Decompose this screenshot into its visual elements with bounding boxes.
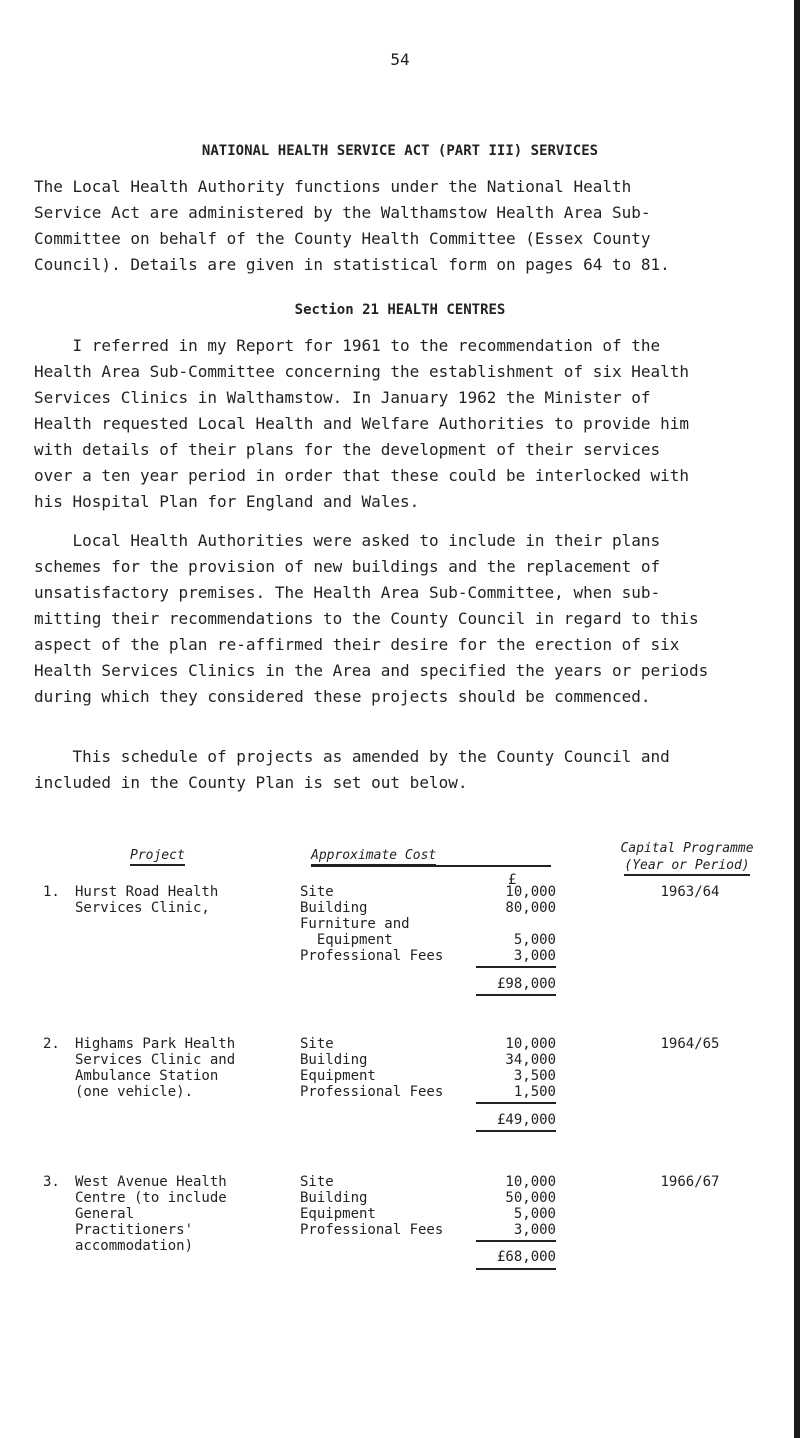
cost-items: Site Building Equipment Professional Fees [300,1036,444,1100]
total-underline [476,1130,556,1132]
cost-amounts: 10,000 34,000 3,500 1,500 [505,1036,556,1100]
section-heading: Section 21 HEALTH CENTRES [294,302,506,318]
programme-period: 1966/67 [660,1174,720,1190]
cost-items: Site Building Furniture and Equipment Professional Fees [300,884,444,964]
header-project: Project [130,848,185,863]
cost-items: Site Building Equipment Professional Fees [300,1174,444,1238]
paragraph-3 [34,744,786,796]
total-underline [476,994,556,996]
page-number: 54 [390,50,410,69]
text-line: mitting their recommendations to the County Council in regard to this [34,609,699,628]
text-line: Health requested Local Health and Welfare Authorities to provide him [34,414,690,433]
cost-amounts: 10,000 80,000 5,000 3,000 [505,884,556,964]
text-line: Health Services Clinics in the Area and specified the years or periods [34,661,709,680]
text-line: aspect of the plan re-affirmed their desire for the erection of six [34,635,680,654]
subtotal-rule [476,966,556,968]
programme-period: 1964/65 [660,1036,720,1052]
text-line: unsatisfactory premises. The Health Area Sub-Committee, when sub- [34,583,661,602]
text-line: This schedule of projects as amended by the County Council and [34,747,670,766]
paragraph-2 [34,528,786,710]
text-line: Health Area Sub-Committee concerning the establishment of six Health [34,362,690,381]
project-number: 3. [43,1174,60,1190]
subtotal-rule [476,1102,556,1104]
project-number: 2. [43,1036,60,1052]
text-line: over a ten year period in order that these could be interlocked with [34,466,690,485]
project-name: West Avenue Health Centre (to include General Practitioners' accommodation) [75,1174,227,1254]
text-line: his Hospital Plan for England and Wales. [34,492,420,511]
text-line: Local Health Authorities were asked to include in their plans [34,531,661,550]
text-line: Services Clinics in Walthamstow. In January 1962 the Minister of [34,388,651,407]
currency-symbol: £ [508,872,517,888]
project-name: Hurst Road Health Services Clinic, [75,884,219,916]
page-edge-shadow [794,0,800,1438]
project-total: £98,000 [496,976,556,992]
cost-amounts: 10,000 50,000 5,000 3,000 [505,1174,556,1238]
programme-period: 1963/64 [660,884,720,900]
text-line: Service Act are administered by the Walthamstow Health Area Sub- [34,203,651,222]
project-number: 1. [43,884,60,900]
paragraph-1 [34,333,786,515]
header-cost: Approximate Cost [311,848,436,863]
page-title: NATIONAL HEALTH SERVICE ACT (PART III) SERVICES [201,143,599,159]
text-line: schemes for the provision of new buildings and the replacement of [34,557,661,576]
intro-paragraph [34,174,786,278]
text-line: during which they considered these projects should be commenced. [34,687,651,706]
header-programme: Capital Programme (Year or Period) [590,840,784,874]
text-line: included in the County Plan is set out below. [34,773,468,792]
text-line: with details of their plans for the development of their services [34,440,661,459]
text-line: Committee on behalf of the County Health Committee (Essex County [34,229,651,248]
cost-header-rule [311,865,551,867]
text-line: Council). Details are given in statistical form on pages 64 to 81. [34,255,670,274]
project-total: £49,000 [496,1112,556,1128]
text-line: I referred in my Report for 1961 to the recommendation of the [34,336,661,355]
text-line: The Local Health Authority functions under the National Health [34,177,632,196]
total-underline [476,1268,556,1270]
subtotal-rule [476,1240,556,1242]
project-name: Highams Park Health Services Clinic and Ambulance Station (one vehicle). [75,1036,236,1100]
project-total: £68,000 [496,1249,556,1265]
